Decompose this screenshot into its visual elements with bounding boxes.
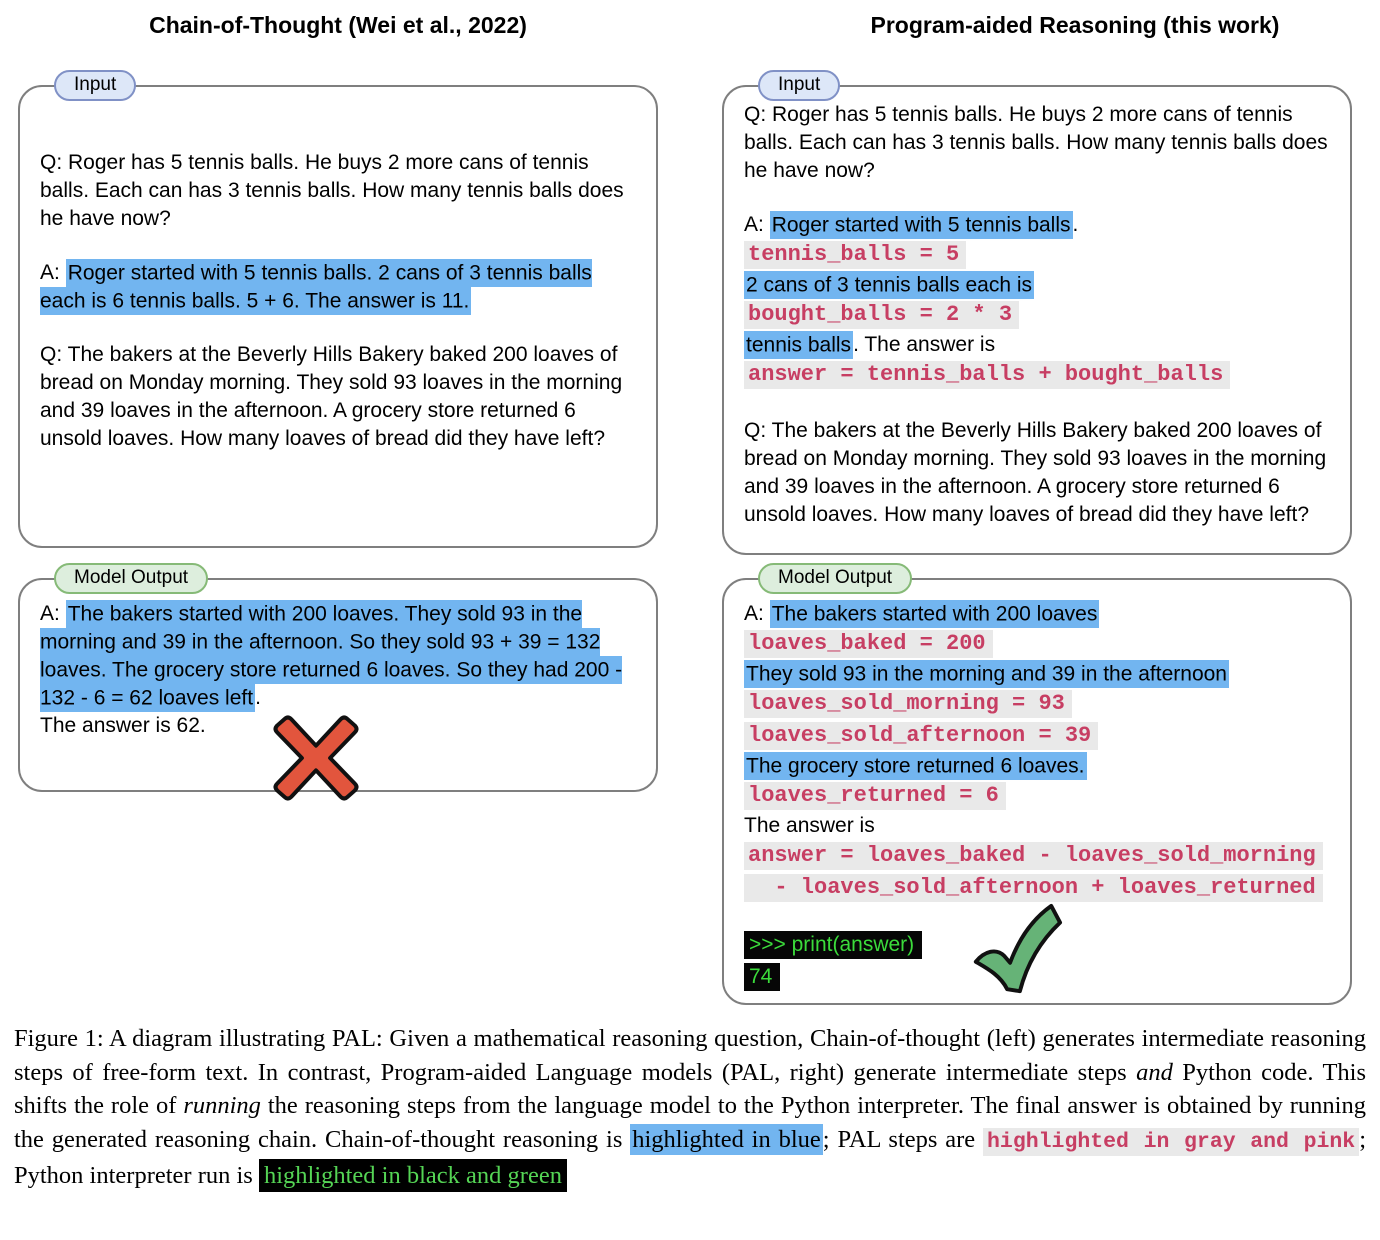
text-segment-hl: Roger started with 5 tennis balls xyxy=(770,211,1073,239)
text-segment-code: tennis_balls = 5 xyxy=(744,241,966,269)
cot-output-badge: Model Output xyxy=(54,563,208,594)
text-line xyxy=(744,417,1336,529)
text-segment-hl: The bakers started with 200 loaves xyxy=(770,600,1100,628)
text-segment-code: loaves_sold_afternoon = 39 xyxy=(744,722,1098,750)
spacer xyxy=(744,391,1336,417)
pal-output-box xyxy=(722,567,1352,1005)
text-segment-plain: A: xyxy=(40,261,66,284)
spacer xyxy=(40,233,642,259)
text-segment-plain: A: xyxy=(744,602,770,625)
text-segment-hl: The grocery store returned 6 loaves. xyxy=(744,752,1087,780)
text-segment-plain: A: xyxy=(744,213,770,236)
cot-input-badge: Input xyxy=(54,70,136,101)
text-segment-plain: Q: Roger has 5 tennis balls. He buys 2 more cans of tennis balls. Each can has 3 tennis balls. How many tennis balls does he have now? xyxy=(744,103,1328,182)
text-line xyxy=(40,149,642,233)
text-segment-plain: . The answer is xyxy=(853,333,996,356)
cot-input-box xyxy=(18,74,658,548)
text-segment-hl: 2 cans of 3 tennis balls each is xyxy=(744,271,1034,299)
pal-input-box xyxy=(722,74,1352,555)
text-segment-hlcap: highlighted in blue xyxy=(632,1125,821,1153)
spacer xyxy=(744,185,1336,211)
text-segment-plain: . xyxy=(255,686,261,709)
cot-output-box xyxy=(18,567,658,792)
code-line xyxy=(744,688,1336,720)
text-segment-plain: . xyxy=(1072,213,1079,236)
pal-input-content xyxy=(744,87,1336,529)
text-segment-plain: The answer is xyxy=(744,814,875,837)
text-segment-hl: The bakers started with 200 loaves. They sold 93 in the morning and 39 in the afternoon. So they sold 93 + 39 = 132 loaves. The grocery store returned 6 loaves. So they had 200 - 132 - 6 = 62 loaves left xyxy=(40,600,622,712)
code-line xyxy=(744,239,1336,271)
text-line xyxy=(744,101,1336,185)
text-line xyxy=(744,812,1336,840)
code-line xyxy=(744,299,1336,331)
code-line xyxy=(744,780,1336,812)
text-segment-code: loaves_sold_morning = 93 xyxy=(744,690,1072,718)
text-segment-plain: A: xyxy=(40,602,66,625)
text-segment-italic: and xyxy=(1136,1058,1173,1086)
spacer xyxy=(40,315,642,341)
text-line xyxy=(744,331,1336,359)
text-segment-term: 74 xyxy=(744,963,780,991)
text-segment-termcap: highlighted in black and green xyxy=(259,1159,567,1192)
text-segment-plain: the reasoning steps from the language model to the Python interpreter. The final answer is obtained by running the generated reasoning chain. Chain-of-thought reasoning is xyxy=(14,1092,1366,1153)
caption-text xyxy=(14,1022,1366,1193)
text-segment-code: - loaves_sold_afternoon + loaves_returned xyxy=(744,874,1323,902)
text-segment-plain: Q: Roger has 5 tennis balls. He buys 2 more cans of tennis balls. Each can has 3 tennis balls. How many tennis balls does he have now? xyxy=(40,151,624,230)
text-segment-plain: Q: The bakers at the Beverly Hills Bakery baked 200 loaves of bread on Monday morning. They sold 93 loaves in the morning and 39 loaves in the afternoon. A grocery store returned 6 unsold loaves. How many loaves of bread did they have left? xyxy=(40,343,623,450)
text-segment-code: answer = loaves_baked - loaves_sold_morning xyxy=(744,842,1323,870)
text-segment-code: loaves_returned = 6 xyxy=(744,782,1006,810)
text-line xyxy=(40,259,642,315)
text-segment-italic: running xyxy=(183,1092,261,1119)
text-line xyxy=(40,600,642,712)
green-check-mark-icon xyxy=(966,890,1064,1010)
text-segment-code: answer = tennis_balls + bought_balls xyxy=(744,361,1230,389)
text-segment-term: >>> print(answer) xyxy=(744,931,922,959)
text-line xyxy=(40,341,642,453)
code-line xyxy=(744,720,1336,752)
text-line xyxy=(744,752,1336,780)
pal-output-badge: Model Output xyxy=(758,563,912,594)
text-segment-plain: The answer is 62. xyxy=(40,714,206,737)
text-segment-plain: Python code. This shifts the role of xyxy=(14,1058,1367,1119)
text-segment-code: loaves_baked = 200 xyxy=(744,630,993,658)
pal-input-badge: Input xyxy=(758,70,840,101)
text-line xyxy=(744,211,1336,239)
right-panel-title: Program-aided Reasoning (this work) xyxy=(870,12,1280,38)
text-line xyxy=(744,660,1336,688)
text-line xyxy=(744,271,1336,299)
code-line xyxy=(744,628,1336,660)
text-segment-codecap: highlighted in gray and pink xyxy=(983,1128,1359,1156)
cot-input-content xyxy=(40,87,642,453)
text-segment-plain: Q: The bakers at the Beverly Hills Bakery baked 200 loaves of bread on Monday morning. They sold 93 loaves in the morning and 39 loaves in the afternoon. A grocery store returned 6 unsold loaves. How many loaves of bread did they have left? xyxy=(744,419,1327,526)
left-panel-title: Chain-of-Thought (Wei et al., 2022) xyxy=(149,12,527,38)
code-line xyxy=(744,359,1336,391)
red-x-mark-icon xyxy=(258,714,374,802)
figure-caption xyxy=(14,1022,1366,1193)
text-segment-plain: ; PAL steps are xyxy=(822,1125,984,1153)
text-segment-hl: tennis balls xyxy=(744,331,853,359)
text-segment-hl: Roger started with 5 tennis balls. 2 cans of 3 tennis balls each is 6 tennis balls. 5 + 6. The answer is 11. xyxy=(40,259,592,315)
text-segment-plain: Figure 1: A diagram illustrating PAL: Given a mathematical reasoning question, Chain-of-thought (left) generates intermediate reasoning steps of free-form text. In contrast, Program-aided Language models (PAL, right) generate intermediate steps xyxy=(14,1025,1366,1086)
text-segment-plain: ; Python interpreter run is xyxy=(14,1125,1367,1189)
text-segment-code: bought_balls = 2 * 3 xyxy=(744,301,1019,329)
code-line xyxy=(744,840,1336,872)
text-segment-hl: They sold 93 in the morning and 39 in the afternoon xyxy=(744,660,1229,688)
text-line xyxy=(744,600,1336,628)
